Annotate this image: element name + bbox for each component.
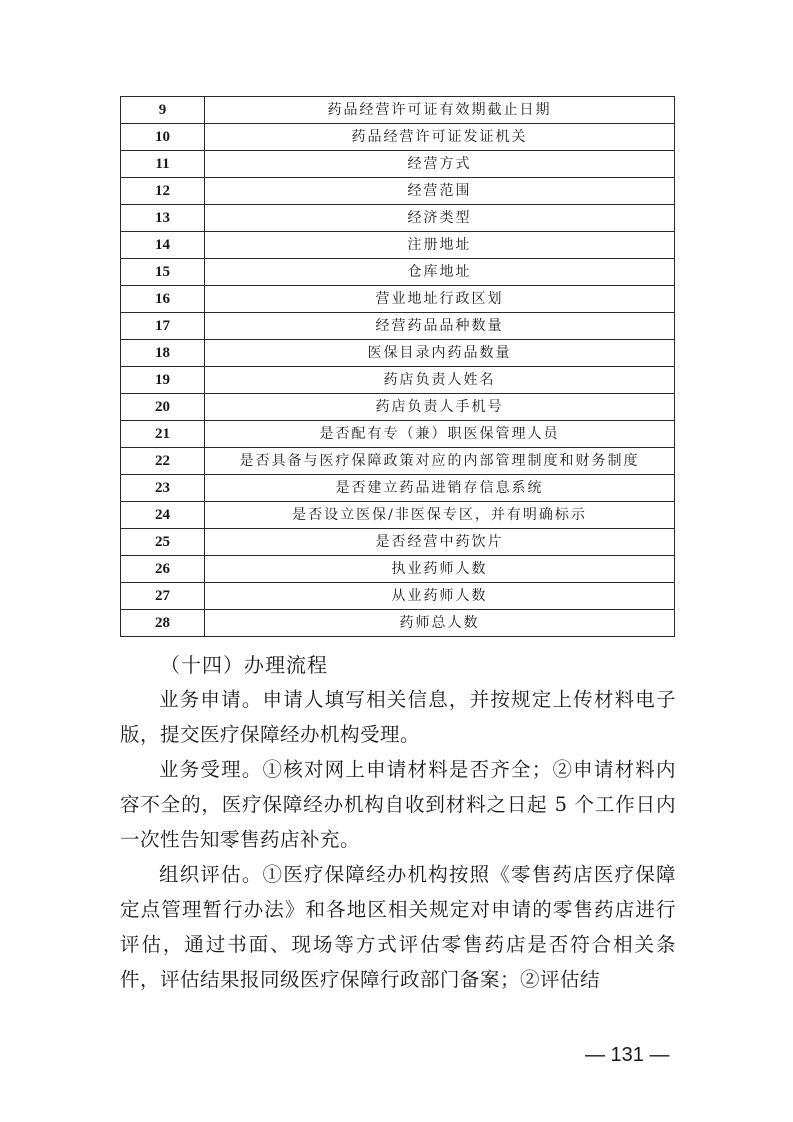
row-number: 14 bbox=[121, 232, 205, 259]
row-number: 20 bbox=[121, 394, 205, 421]
section-heading: （十四）办理流程 bbox=[160, 653, 328, 677]
row-field-name: 医保目录内药品数量 bbox=[205, 340, 675, 367]
row-number: 21 bbox=[121, 421, 205, 448]
table-row bbox=[121, 286, 675, 313]
row-field-name: 经营方式 bbox=[205, 151, 675, 178]
row-number: 12 bbox=[121, 178, 205, 205]
row-number: 28 bbox=[121, 610, 205, 637]
row-field-name: 药店负责人手机号 bbox=[205, 394, 675, 421]
row-field-name: 经营范围 bbox=[205, 178, 675, 205]
table-row bbox=[121, 583, 675, 610]
row-number: 13 bbox=[121, 205, 205, 232]
row-field-name: 是否具备与医疗保障政策对应的内部管理制度和财务制度 bbox=[205, 448, 675, 475]
row-field-name: 执业药师人数 bbox=[205, 556, 675, 583]
row-number: 26 bbox=[121, 556, 205, 583]
paragraph-acceptance: 业务受理。①核对网上申请材料是否齐全；②申请材料内容不全的，医疗保障经办机构自收到材料之日起 5 个工作日内一次性告知零售药店补充。 bbox=[120, 758, 676, 851]
field-table-body bbox=[121, 97, 675, 637]
table-row bbox=[121, 610, 675, 637]
row-number: 25 bbox=[121, 529, 205, 556]
row-field-name: 营业地址行政区划 bbox=[205, 286, 675, 313]
row-field-name: 是否经营中药饮片 bbox=[205, 529, 675, 556]
table-row bbox=[121, 340, 675, 367]
table-row bbox=[121, 448, 675, 475]
table-row bbox=[121, 232, 675, 259]
row-number: 16 bbox=[121, 286, 205, 313]
row-number: 17 bbox=[121, 313, 205, 340]
row-field-name: 经营药品品种数量 bbox=[205, 313, 675, 340]
row-field-name: 药品经营许可证有效期截止日期 bbox=[205, 97, 675, 124]
row-number: 9 bbox=[121, 97, 205, 124]
row-field-name: 注册地址 bbox=[205, 232, 675, 259]
row-number: 22 bbox=[121, 448, 205, 475]
table-row bbox=[121, 556, 675, 583]
row-number: 19 bbox=[121, 367, 205, 394]
paragraph-evaluation: 组织评估。①医疗保障经办机构按照《零售药店医疗保障定点管理暂行办法》和各地区相关规定对申请的零售药店进行评估，通过书面、现场等方式评估零售药店是否符合相关条件，评估结果报同级医疗保障行政部门备案；②评估结 bbox=[120, 863, 676, 991]
table-row bbox=[121, 529, 675, 556]
table-row bbox=[121, 421, 675, 448]
table-row bbox=[121, 124, 675, 151]
table-row bbox=[121, 151, 675, 178]
table-row bbox=[121, 367, 675, 394]
row-number: 18 bbox=[121, 340, 205, 367]
row-field-name: 药店负责人姓名 bbox=[205, 367, 675, 394]
row-field-name: 是否设立医保/非医保专区，并有明确标示 bbox=[205, 502, 675, 529]
row-number: 23 bbox=[121, 475, 205, 502]
table-row bbox=[121, 313, 675, 340]
table-row bbox=[121, 205, 675, 232]
paragraph-application: 业务申请。申请人填写相关信息，并按规定上传材料电子版，提交医疗保障经办机构受理。 bbox=[120, 688, 676, 746]
section-body bbox=[120, 648, 676, 997]
row-field-name: 经济类型 bbox=[205, 205, 675, 232]
table-row bbox=[121, 502, 675, 529]
table-row bbox=[121, 178, 675, 205]
row-field-name: 药师总人数 bbox=[205, 610, 675, 637]
row-field-name: 是否建立药品进销存信息系统 bbox=[205, 475, 675, 502]
row-field-name: 仓库地址 bbox=[205, 259, 675, 286]
row-number: 24 bbox=[121, 502, 205, 529]
row-field-name: 是否配有专（兼）职医保管理人员 bbox=[205, 421, 675, 448]
row-number: 15 bbox=[121, 259, 205, 286]
field-table bbox=[120, 96, 675, 637]
row-field-name: 从业药师人数 bbox=[205, 583, 675, 610]
table-row bbox=[121, 259, 675, 286]
row-number: 10 bbox=[121, 124, 205, 151]
table-row bbox=[121, 97, 675, 124]
row-number: 27 bbox=[121, 583, 205, 610]
page-number: — 131 — bbox=[585, 1044, 670, 1066]
row-number: 11 bbox=[121, 151, 205, 178]
table-row bbox=[121, 475, 675, 502]
row-field-name: 药品经营许可证发证机关 bbox=[205, 124, 675, 151]
table-row bbox=[121, 394, 675, 421]
